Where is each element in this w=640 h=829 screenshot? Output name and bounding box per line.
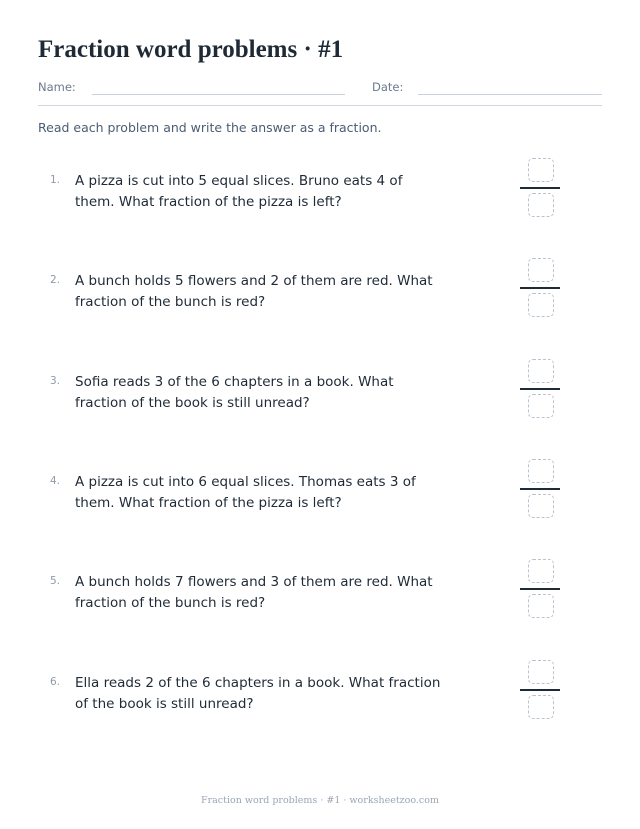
problem-number: 3. bbox=[50, 375, 61, 387]
name-field[interactable] bbox=[92, 94, 345, 95]
fraction-bar bbox=[520, 287, 560, 289]
date-label: Date: bbox=[372, 80, 404, 94]
problem-item bbox=[38, 171, 602, 241]
problem-item bbox=[38, 673, 602, 743]
fraction-bar bbox=[520, 689, 560, 691]
problem-number: 1. bbox=[50, 174, 61, 186]
denominator-box[interactable] bbox=[528, 494, 554, 518]
header-divider bbox=[38, 105, 602, 106]
fraction-bar bbox=[520, 187, 560, 189]
fraction-answer bbox=[520, 359, 560, 423]
denominator-box[interactable] bbox=[528, 293, 554, 317]
denominator-box[interactable] bbox=[528, 394, 554, 418]
date-field[interactable] bbox=[418, 94, 602, 95]
denominator-box[interactable] bbox=[528, 594, 554, 618]
fraction-answer bbox=[520, 660, 560, 724]
problem-item bbox=[38, 372, 602, 442]
problem-item bbox=[38, 572, 602, 642]
problem-item bbox=[38, 472, 602, 542]
problem-text: Ella reads 2 of the 6 chapters in a book. What fraction of the book is still unread? bbox=[75, 675, 441, 712]
problem-item bbox=[38, 271, 602, 341]
problem-text: A pizza is cut into 5 equal slices. Bruno eats 4 of them. What fraction of the pizza is left? bbox=[75, 173, 403, 210]
fraction-answer bbox=[520, 559, 560, 623]
fraction-answer bbox=[520, 258, 560, 322]
footer: Fraction word problems · #1 · worksheetzoo.com bbox=[201, 795, 439, 806]
numerator-box[interactable] bbox=[528, 459, 554, 483]
fraction-bar bbox=[520, 588, 560, 590]
problem-number: 2. bbox=[50, 274, 61, 286]
problem-number: 5. bbox=[50, 575, 61, 587]
problem-text: A bunch holds 5 flowers and 2 of them are red. What fraction of the bunch is red? bbox=[75, 273, 433, 310]
problem-text: Sofia reads 3 of the 6 chapters in a book. What fraction of the book is still unread? bbox=[75, 374, 394, 411]
meta-row bbox=[38, 80, 602, 98]
problem-text: A bunch holds 7 flowers and 3 of them are red. What fraction of the bunch is red? bbox=[75, 574, 433, 611]
numerator-box[interactable] bbox=[528, 158, 554, 182]
numerator-box[interactable] bbox=[528, 359, 554, 383]
fraction-answer bbox=[520, 158, 560, 222]
name-label: Name: bbox=[38, 80, 76, 94]
instructions: Read each problem and write the answer as a fraction. bbox=[38, 120, 382, 135]
problem-number: 6. bbox=[50, 676, 61, 688]
numerator-box[interactable] bbox=[528, 559, 554, 583]
fraction-bar bbox=[520, 488, 560, 490]
numerator-box[interactable] bbox=[528, 660, 554, 684]
worksheet-title: Fraction word problems · #1 bbox=[38, 36, 344, 63]
fraction-answer bbox=[520, 459, 560, 523]
denominator-box[interactable] bbox=[528, 193, 554, 217]
problem-number: 4. bbox=[50, 475, 61, 487]
numerator-box[interactable] bbox=[528, 258, 554, 282]
denominator-box[interactable] bbox=[528, 695, 554, 719]
problem-text: A pizza is cut into 6 equal slices. Thomas eats 3 of them. What fraction of the pizza is left? bbox=[75, 474, 416, 511]
fraction-bar bbox=[520, 388, 560, 390]
